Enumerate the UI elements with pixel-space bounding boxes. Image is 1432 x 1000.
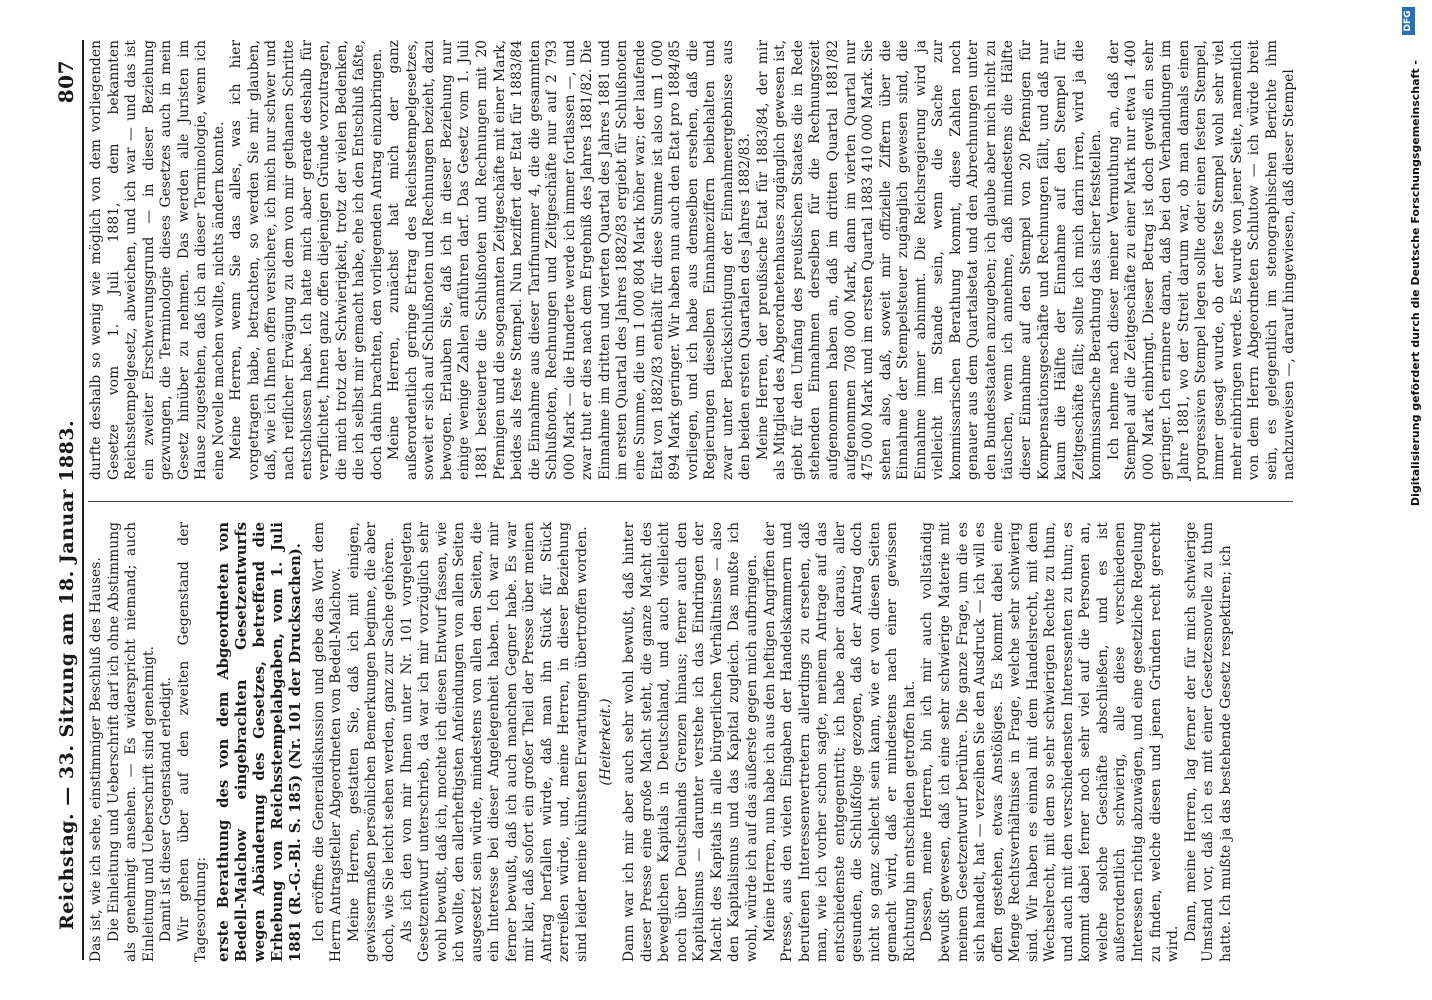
paragraph: Dann, meine Herren, lag ferner der für mich schwierige Umstand vor, daß ich es mit einer Gesetzesnovelle zu thun hatte. Ich mußte ja das bestehende Gesetz respektiren; ich bbox=[1182, 522, 1234, 962]
agenda-heading: erste Berathung des von dem Abgeordneten von Bedell-Malchow eingebrachten Gesetzentwurfs wegen Abänderung des Gesetzes, betreffend die Erhebung von Reichsstempelabgaben, vom 1. Juli 1881 (R.-G.-Bl. S. 185) (Nr. 101 der Drucksachen). bbox=[214, 522, 304, 962]
paragraph: Meine Herren, wenn Sie das alles, was ich hier vorgetragen habe, betrachten, so werden Sie mir glauben, daß, wie ich Ihnen offen versichere, ich mich nur schwer und nach reiflicher Erwägung zu dem von mir gethanen Schritte entschlossen habe. Ich hatte mich aber gerade deshalb für verpflichtet, Ihnen ganz offen diejenigen Gründe vorzutragen, die mich trotz der Schwierigkeit, trotz der vielen Bedenken, die ich selbst mir gemacht habe, ehe ich den Entschluß faßte, doch dahin brachten, den vorliegenden Antrag einzubringen. bbox=[228, 40, 385, 480]
paragraph: Meine Herren, nun habe ich aus den heftigen Angriffen der Presse, aus den vielen Eingaben der Handelskammern und berufenen Interessenvertretern allerdings zu ersehen, daß man, wie ich vorher schon sagte, meinem Antrage auf das entschiedenste entgegentritt; ich habe aber daraus, aller gesunden, die Schlußfolge gezogen, daß der Antrag doch nicht so ganz schlecht sein kann, wie er von diesen Seiten gemacht wird, daß er mindestens nach einer gewissen Richtung hin entschieden getroffen hat. bbox=[761, 522, 918, 962]
column-divider bbox=[88, 501, 1293, 502]
interjection: (Heiterkeit.) bbox=[597, 698, 614, 786]
page-header bbox=[52, 40, 84, 960]
paragraph: Wir gehen über auf den zweiten Gegenstand der Tagesordnung: bbox=[175, 522, 210, 962]
paragraph: Ich eröffne die Generaldiskussion und gebe das Wort dem Herrn Antragsteller Abgeordneten von Bedell-Malchow. bbox=[310, 522, 345, 962]
paragraph: durfte deshalb so wenig wie möglich von dem vorliegenden Gesetze vom 1. Juli 1881, dem bekannten Reichsstempelgesetz, abweichen, und ich war — und das ist ein zweiter Erschwerungsgrund — in dieser Beziehung gezwungen, die Terminologie dieses Gesetzes auch in mein Gesetz hinüber zu nehmen. Das werden alle Juristen im Hause zugestehen, daß ich an dieser Terminologie, wenn ich eine Novelle machen wollte, nichts ändern konnte. bbox=[88, 40, 227, 480]
digitization-footer bbox=[1409, 0, 1422, 1000]
paragraph: Meine Herren, der preußische Etat für 1883/84, der mir als Mitglied des Abgeordnetenhauses zugänglich gewesen ist, giebt für den Umfang des preußischen Staates die in Rede stehenden Einnahmen derselben für die Rechnungszeit aufgenommen haben an, daß im dritten Quartal 1881/82 aufgenommen 708 000 Mark, dann im vierten Quartal nur 475 000 Mark und im ersten Quartal 1883 410 000 Mark. Sie sehen also, daß, soweit mir offizielle Ziffern über die Einnahme der Stempelsteuer zugänglich gewesen sind, die Einnahme immer abnimmt. Die Reichsregierung wird ja vielleicht im Stande sein, wenn die Sache zur kommissarischen Berathung kommt, diese Zahlen noch genauer aus dem Quartalsetat und den Abrechnungen unter den Bundesstaaten anzugeben; ich glaube aber mich nicht zu täuschen, wenn ich annehme, daß mindestens die Hälfte dieser Einnahme auf den Stempel von 20 Pfennigen für Kompensationsgeschäfte und Rechnungen fällt, und daß nur kaum die Hälfte der Einnahme auf den Stempel für Zeitgeschäfte fällt; sollte ich mich darin irren, wird ja die kommissarische Berathung das sicher feststellen. bbox=[754, 40, 1105, 480]
paragraph: Das ist, wie ich sehe, einstimmiger Beschluß des Hauses. bbox=[88, 557, 104, 962]
paragraph: Dann war ich mir aber auch sehr wohl bewußt, daß hinter dieser Presse eine große Macht steht, die ganze Macht des beweglichen Kapitals in Deutschland, und auch vielleicht noch über Deutschlands Grenzen hinaus; ferner auch den Kapitalismus — darunter verstehe ich das Eindringen der Macht des Kapitals in alle bürgerlichen Verhältnisse — also den Kapitalismus und das Kapital zugleich. Das mußte ich wohl, würde ich auf das äußerste gegen mich aufbringen. bbox=[621, 522, 760, 962]
paragraph: Damit ist dieser Gegenstand erledigt. bbox=[158, 677, 175, 942]
dfg-logo: DFG bbox=[1402, 7, 1415, 35]
digitization-note: Digitalisierung gefördert durch die Deutsche Forschungsgemeinschaft - bbox=[1409, 60, 1422, 507]
paragraph: Die Einleitung und Ueberschrift darf ich ohne Abstimmung als genehmigt ansehen. — Es widerspricht niemand; auch Einleitung und Ueberschrift sind genehmigt. bbox=[105, 522, 157, 962]
page-number: 807 bbox=[54, 60, 78, 104]
paragraph: Als ich den von mir Ihnen unter Nr. 101 vorgelegten Gesetzentwurf unterschrieb, da war ich mir vorzüglich sehr wohl bewußt, daß ich, mochte ich diesen Entwurf fassen, wie ich wollte, den allerheftigsten Anfeindungen von allen Seiten ausgesetzt sein würde, mindestens von allen den Seiten, die ein Interesse bei dieser Angelegenheit haben. Ich war mir ferner bewußt, daß ich auch manchen Gegner habe. Es war mir klar, daß sofort ein großer Theil der Presse über meinen Antrag herfallen würde, daß man ihn Stück für Stück zerreißen würde, und, meine Herren, in dieser Beziehung sind leider meine kühnsten Erwartungen übertroffen worden. bbox=[398, 522, 591, 962]
speech-paragraph: Meine Herren, gestatten Sie, daß ich mit einigen, gewissermaßen persönlichen Bemerkungen beginne, die aber doch, wie Sie leicht sehen werden, ganz zur Sache gehören. bbox=[345, 522, 398, 962]
running-title: Reichstag. — 33. Sitzung am 18. Januar 1883. bbox=[56, 419, 78, 930]
right-column bbox=[88, 39, 1298, 480]
paragraph: Ich nehme nach dieser meiner Vermuthung an, daß der Stempel auf die Zeitgeschäfte zu einer Mark nur etwa 1 400 000 Mark einbringt. Dieser Betrag ist doch gewiß ein sehr geringer. Ich erinnere daran, daß bei den Verhandlungen im Jahre 1881, wo der Streit darum war, ob man damals einen progressiven Stempel legen sollte oder einen festen Stempel, immer gesagt wurde, ob der feste Stempel wohl sehr viel mehr einbringen werde. Es wurde von jener Seite, namentlich von dem Herrn Abgeordneten Schlutow — ich würde breit sein, es gelegentlich im stenographischen Berichte ihm nachzuweisen —, darauf hingewiesen, daß dieser Stempel bbox=[1105, 40, 1298, 480]
paragraph: Meine Herren, zunächst hat mich der ganz außerordentlich geringe Ertrag des Reichsstempelgesetzes, soweit er sich auf Schlußnoten und Rechnungen bezieht, dazu bewogen. Erlauben Sie, daß ich in dieser Beziehung nur einige wenige Zahlen anführen darf. Das Gesetz vom 1. Juli 1881 besteuerte die Schlußnoten und Rechnungen mit 20 Pfennigen und die sogenannten Zeitgeschäfte mit einer Mark, beides als feste Stempel. Nun beziffert der Etat für 1883/84 die Einnahme aus dieser Tarifnummer 4, die die gesammten Schlußnoten, Rechnungen und Zeitgeschäfte nur auf 2 793 000 Mark — die Hunderte werde ich immer fortlassen —, und zwar thut er dies nach dem Ergebniß des Jahres 1881/82. Die Einnahme im dritten und vierten Quartal des Jahres 1881 und im ersten Quartal des Jahres 1882/83 ergiebt für Schlußnoten eine Summe, die um 1 000 804 Mark höher war; der laufende Etat von 1882/83 enthält für diese Summe ist also um 1 000 894 Mark geringer. Wir haben nun auch den Etat pro 1884/85 vorliegen, und ich habe aus demselben ersehen, daß die Regierungen dieselben Einnahmeziffern beibehalten und zwar unter Berücksichtigung der Einnahmeergebnisse aus den beiden ersten Quartalen des Jahres 1882/83. bbox=[386, 39, 754, 480]
paragraph: Dessen, meine Herren, bin ich mir auch vollständig bewußt gewesen, daß ich eine sehr schwierige Materie mit meinem Gesetzentwurf berühre. Die ganze Frage, um die es sich handelt, hat — verzeihen Sie den Ausdruck — ich will es offen gestehen, etwas Anstößiges. Es kommt dabei eine Menge Rechtsverhältnisse in Frage, welche sehr schwierig sind. Wir haben es einmal mit dem Handelsrecht, mit dem Wechselrecht, mit dem so sehr schwierigen Rechte zu thun, und auch mit den verschiedensten Interessenten zu thun; es kommt dabei ferner noch sehr viel auf die Personen an, welche solche Geschäfte abschließen, und es ist außerordentlich schwierig, alle diese verschiedenen Interessen richtig abzuwägen, und eine gesetzliche Regelung zu finden, welche diesen und jenen Gründen recht gerecht wird. bbox=[919, 522, 1182, 962]
left-column bbox=[88, 522, 1293, 962]
